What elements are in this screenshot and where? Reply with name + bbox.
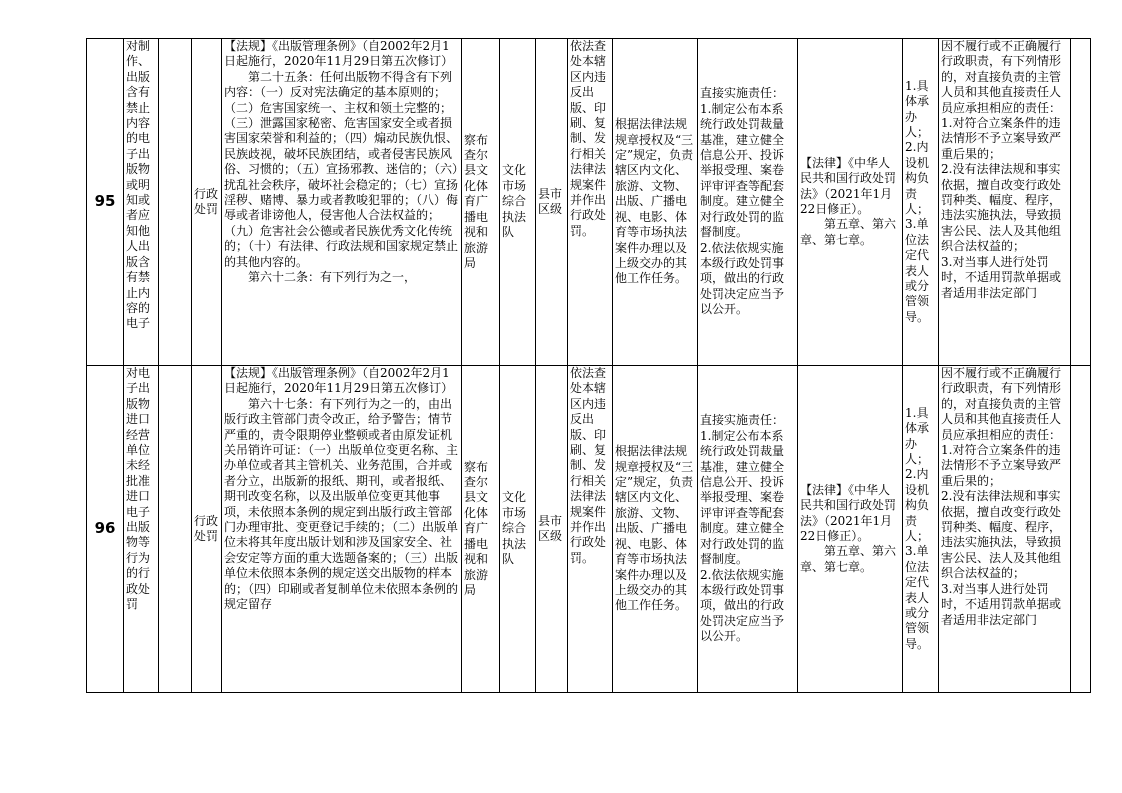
division-of-duty: 根据法律法规规章授权及“三定”规定，负责辖区内文化、旅游、文物、出版、广播电视、电影、体育等市场执法案件办理以及上级交办的其他工作任务。 [615,444,694,613]
accountability-case: 3.对当事人进行处罚时，不适用罚款单据或者适用非法定部门 [941,254,1062,300]
item-name: 对电子出版物进口经营单位未经批准进口电子出版物等行为的行政处罚 [126,366,151,612]
direct-responsibility-head: 直接实施责任： [700,413,785,428]
responsible-person: 2.内设机构负责人； [905,140,930,216]
accountability-basis-cell [798,39,903,366]
level: 县市区级 [538,186,563,216]
level: 县市区级 [538,513,563,543]
item-name: 对制作、出版含有禁止内容的电子出版物或明知或者应知他人出版含有禁止内容的电子 [126,39,151,331]
division-of-duty: 根据法律法规规章授权及“三定”规定，负责辖区内文化、旅游、文物、出版、广播电视、电影、体育等市场执法案件办理以及上级交办的其他工作任务。 [615,117,694,286]
basis-cell [222,366,462,693]
enforcement-unit-cell [500,366,536,693]
basis-title: 【法规】《出版管理条例》（自2002年2月1日起施行，2020年11月29日第五次修订） [224,366,454,396]
category-cell [192,39,222,366]
accountability-case: 1.对符合立案条件的违法情形不予立案导致严重后果的； [941,116,1062,161]
power-list-table [86,38,1091,693]
accountability-case: 3.对当事人进行处罚时，不适用罚款单据或者适用非法定部门 [941,581,1062,627]
basis-article: 第六十七条：有下列行为之一的，由出版行政主管部门责令改正，给予警告；情节严重的，责令限期停业整顿或者由原发证机关吊销许可证：（一）出版单位变更名称、主办单位或者其主管机关、业务范围，合并或者分立，出版新的报纸、期刊，或者报纸、期刊改变名称，以及出版单位变更其他事项，未依照本条例的规定到出版行政主管部门办理审批、变更登记手续的；（二）出版单位未将其年度出版计划和涉及国家安全、社会安定等方面的重大选题备案的；（三）出版单位未依照本条例的规定送交出版物的样本的；（四）印刷或者复制单位未依照本条例的规定留存 [224,396,459,612]
direct-responsibility-cell [698,39,798,366]
accountability-case: 2.没有法律法规和事实依据，擅自改变行政处罚种类、幅度、程序，违法实施执法，导致损害公民、法人及其他组织合法权益的； [941,489,1062,581]
accountability-case: 2.没有法律法规和事实依据，擅自改变行政处罚种类、幅度、程序，违法实施执法，导致损害公民、法人及其他组织合法权益的； [941,162,1062,254]
division-cell [613,366,698,693]
enforcement-unit-cell [500,39,536,366]
level-cell [536,39,568,366]
responsible-person: 1.具体承办人； [905,78,930,139]
basis-article: 第二十五条：任何出版物不得含有下列内容：（一）反对宪法确定的基本原则的；（二）危害国家统一、主权和领土完整的；（三）泄露国家秘密、危害国家安全或者损害国家荣誉和利益的；（四）煽动民族仇恨、民族歧视，破坏民族团结，或者侵害民族风俗、习惯的；（五）宣扬邪教、迷信的；（六）扰乱社会秩序，破坏社会稳定的；（七）宣扬淫秽、赌博、暴力或者教唆犯罪的；（八）侮辱或者诽谤他人，侵害他人合法权益的；（九）危害社会公德或者民族优秀文化传统的；（十）有法律、行政法规和国家规定禁止的其他内容的。 [224,69,459,269]
basis-article: 第六十二条：有下列行为之一， [248,270,417,285]
accountability-law: 【法律】《中华人民共和国行政处罚法》（2021年1月22日修正）。 [800,155,897,216]
implementing-org: 察布查尔县文化体育广播电视和旅游局 [464,132,489,270]
remarks-cell [1071,39,1091,366]
accountability-basis-cell [798,366,903,693]
accountability-case: 1.对符合立案条件的违法情形不予立案导致严重后果的； [941,443,1062,488]
sub-item-cell [159,39,192,366]
category: 行政处罚 [194,186,219,216]
accountability-case: 因不履行或不正确履行行政职责，有下列情形的，对直接负责的主管人员和其他直接责任人员应承担相应的责任： [941,366,1062,442]
division-cell [613,39,698,366]
direct-responsibility-item: 2.依法依规实施本级行政处罚事项，做出的行政处罚决定应当予以公开。 [700,240,785,317]
accountability-chapters: 第五章、第六章、第七章。 [800,544,897,574]
responsible-persons-cell [903,39,939,366]
table-row [87,366,1091,693]
responsibility-cell [568,366,613,693]
row-number: 96 [87,366,124,693]
implementing-org-cell [462,366,500,693]
item-name-cell [124,366,159,693]
responsibility: 依法查处本辖区内违反出版、印刷、复制、发行相关法律法规案件并作出行政处罚。 [570,39,607,238]
responsibility-cell [568,39,613,366]
row-number: 95 [87,39,124,366]
direct-responsibility-head: 直接实施责任： [700,86,785,101]
implementing-org: 察布查尔县文化体育广播电视和旅游局 [464,459,489,597]
category-cell [192,366,222,693]
remarks-cell [1071,366,1091,693]
direct-responsibility-cell [698,366,798,693]
responsible-persons-cell [903,366,939,693]
responsible-person: 3.单位法定代表人或分管领导。 [905,217,930,324]
accountability-law: 【法律】《中华人民共和国行政处罚法》（2021年1月22日修正）。 [800,482,897,543]
responsibility: 依法查处本辖区内违反出版、印刷、复制、发行相关法律法规案件并作出行政处罚。 [570,366,607,565]
category: 行政处罚 [194,513,219,543]
accountability-chapters: 第五章、第六章、第七章。 [800,217,897,247]
table-row [87,39,1091,366]
sub-item-cell [159,366,192,693]
implementing-org-cell [462,39,500,366]
direct-responsibility-item: 1.制定公布本系统行政处罚裁量基准，建立健全信息公开、投诉举报受理、案卷评审评查等配套制度。建立健全对行政处罚的监督制度。 [700,101,785,240]
enforcement-unit: 文化市场综合执法队 [502,490,527,567]
basis-cell [222,39,462,366]
level-cell [536,366,568,693]
responsible-person: 2.内设机构负责人； [905,467,930,543]
basis-title: 【法规】《出版管理条例》（自2002年2月1日起施行，2020年11月29日第五次修订） [224,39,454,69]
direct-responsibility-item: 2.依法依规实施本级行政处罚事项，做出的行政处罚决定应当予以公开。 [700,567,785,644]
accountability-case: 因不履行或不正确履行行政职责，有下列情形的，对直接负责的主管人员和其他直接责任人员应承担相应的责任： [941,39,1062,115]
enforcement-unit: 文化市场综合执法队 [502,163,527,240]
accountability-cases-cell [939,366,1071,693]
responsible-person: 3.单位法定代表人或分管领导。 [905,544,930,651]
direct-responsibility-item: 1.制定公布本系统行政处罚裁量基准，建立健全信息公开、投诉举报受理、案卷评审评查等配套制度。建立健全对行政处罚的监督制度。 [700,428,785,567]
accountability-cases-cell [939,39,1071,366]
item-name-cell [124,39,159,366]
responsible-person: 1.具体承办人； [905,405,930,466]
